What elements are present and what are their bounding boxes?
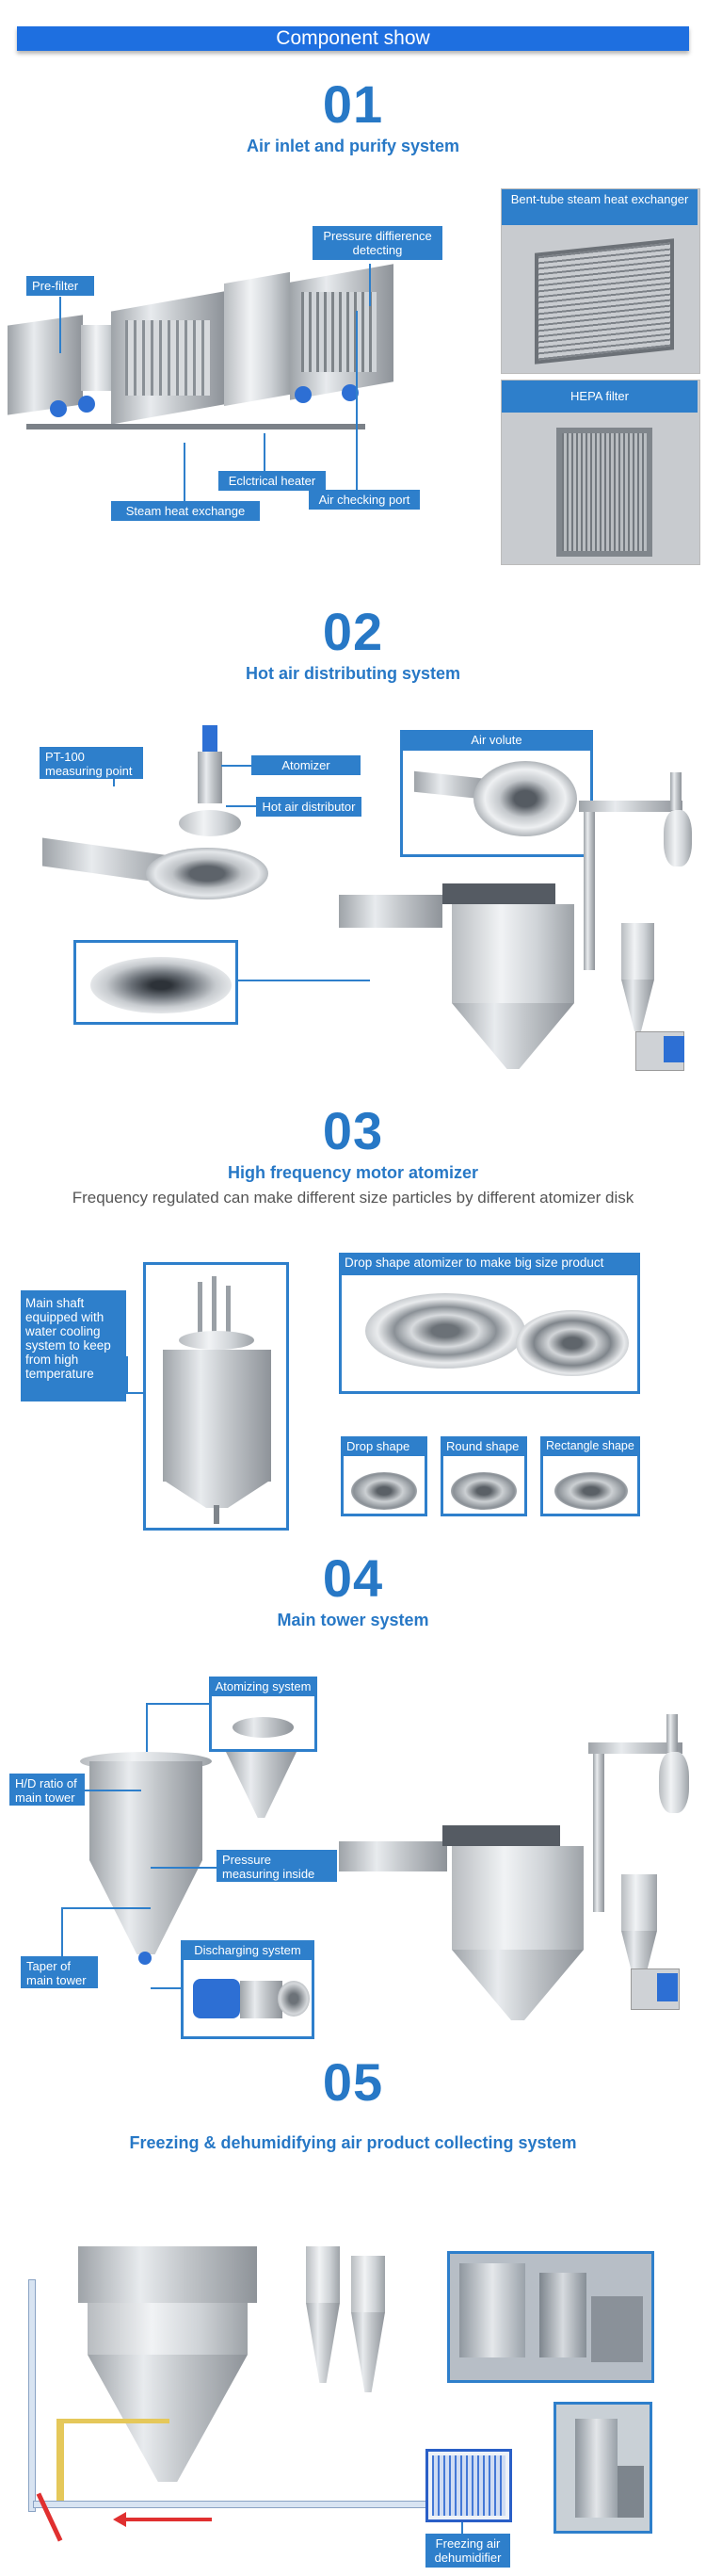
drop-shape-box — [341, 1436, 427, 1516]
drop-shape-atomizer-box — [339, 1253, 640, 1394]
rectangle-shape-box — [540, 1436, 640, 1516]
round-shape-label: Round shape — [441, 1436, 527, 1456]
bent-tube-label: Bent-tube steam heat exchanger — [502, 189, 698, 225]
pt100-label: PT-100 measuring point — [40, 747, 143, 779]
air-handling-unit-image — [8, 273, 398, 485]
atomizer-label: Atomizer — [251, 755, 361, 775]
collecting-system-image — [14, 2246, 428, 2529]
section-01-number: 01 — [322, 74, 384, 134]
pre-filter-label: Pre-filter — [26, 276, 94, 296]
rectangle-shape-label: Rectangle shape — [540, 1436, 640, 1456]
section-03-title: High frequency motor atomizer — [227, 1163, 479, 1182]
section-02-title: Hot air distributing system — [245, 664, 461, 683]
factory-photo-1 — [447, 2251, 654, 2383]
atomizer-detail-box — [73, 940, 238, 1025]
drop-shape-atomizer-label: Drop shape atomizer to make big size product — [339, 1253, 640, 1275]
spray-dryer-image-2 — [339, 1714, 706, 2034]
bent-tube-heat-exchanger-image — [501, 188, 700, 374]
hd-ratio-label: H/D ratio of main tower — [9, 1774, 85, 1806]
electrical-heater-label: Eclctrical heater — [218, 471, 326, 491]
section-05-number: 05 — [322, 2052, 384, 2112]
discharging-system-box — [181, 1940, 314, 2039]
air-volute-label: Air volute — [400, 730, 593, 751]
factory-photo-2 — [554, 2402, 652, 2534]
round-shape-box — [441, 1436, 527, 1516]
air-checking-port-label: Air checking port — [309, 490, 420, 510]
hepa-filter-label: HEPA filter — [502, 381, 698, 413]
freezing-dehumidifier-label: Freezing air dehumidifier — [425, 2534, 510, 2568]
main-shaft-label: Main shaft equipped with water cooling system to keep from high temperature — [21, 1290, 126, 1401]
atomizing-system-box — [209, 1677, 317, 1752]
section-03-description: Frequency regulated can make different size particles by different atomizer disk — [72, 1189, 634, 1207]
section-04-title: Main tower system — [277, 1611, 429, 1629]
pressure-difference-label: Pressure diffierence detecting — [313, 226, 442, 260]
taper-label: Taper of main tower — [21, 1956, 98, 1988]
drop-shape-label: Drop shape — [341, 1436, 427, 1456]
atomizer-motor-box — [143, 1262, 289, 1531]
spray-dryer-image-1 — [339, 772, 706, 1093]
atomizing-system-label: Atomizing system — [209, 1677, 317, 1696]
steam-heat-exchange-label: Steam heat exchange — [111, 501, 260, 521]
section-02-number: 02 — [322, 602, 384, 661]
hepa-filter-image — [501, 380, 700, 565]
discharging-system-label: Discharging system — [181, 1940, 314, 1960]
component-show-banner: Component show — [17, 26, 689, 51]
section-01-title: Air inlet and purify system — [246, 137, 460, 155]
freezing-dehumidifier-unit — [425, 2449, 512, 2522]
section-04-number: 04 — [322, 1548, 384, 1608]
small-cone-image — [226, 1752, 297, 1818]
hot-air-distributor-label: Hot air distributor — [256, 797, 361, 817]
section-03-number: 03 — [322, 1101, 384, 1160]
pressure-measuring-label: Pressure measuring inside tower — [217, 1850, 337, 1882]
section-05-title: Freezing & dehumidifying air product collecting system — [129, 2133, 577, 2152]
